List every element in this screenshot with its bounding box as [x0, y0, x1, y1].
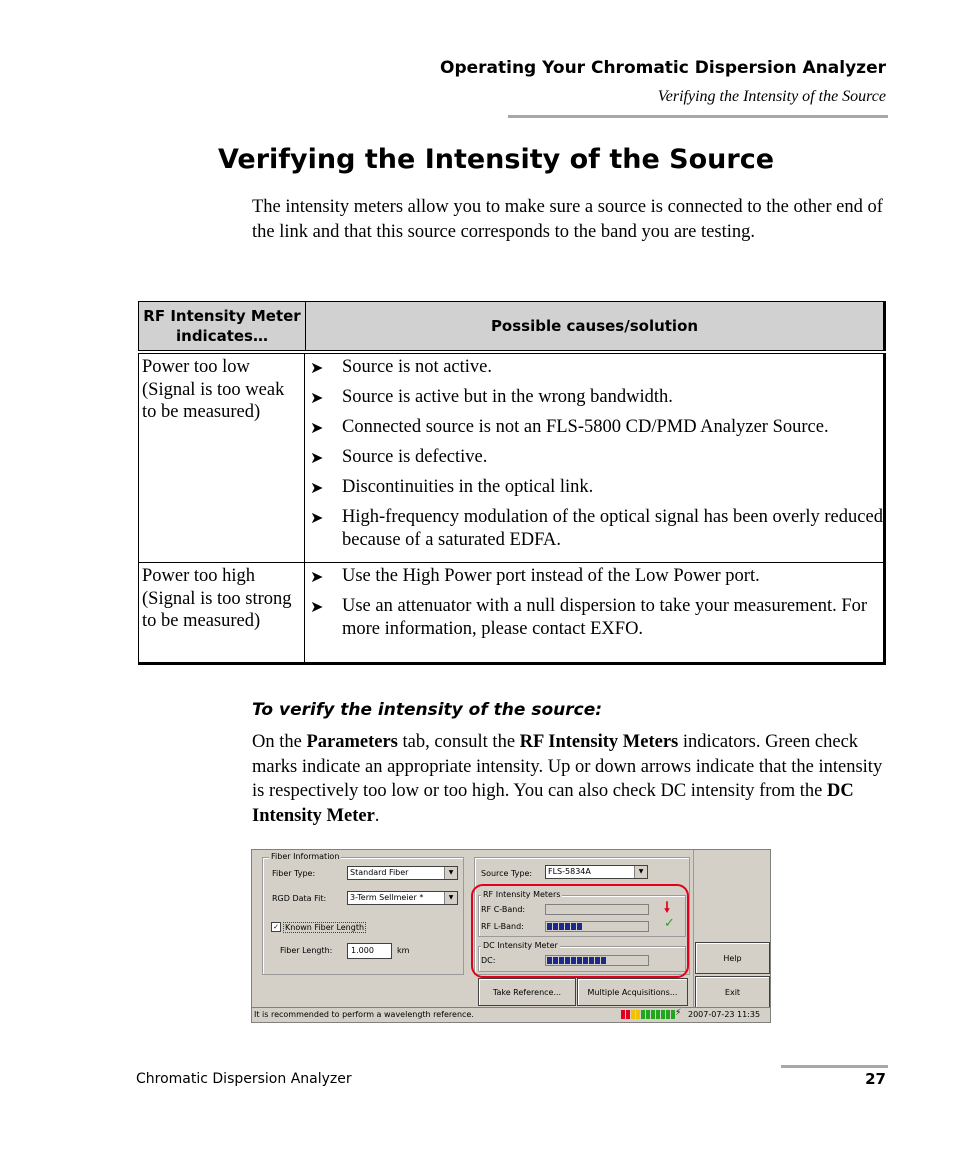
fiber-type-label: Fiber Type: [272, 869, 316, 878]
dc-meter-term: DC Intensity Meter [252, 781, 854, 826]
list-item [306, 595, 883, 640]
chevron-down-icon: ▼ [444, 892, 457, 904]
arrow-bullet-icon: ➤ [310, 418, 324, 437]
footer-doc-title: Chromatic Dispersion Analyzer [136, 1071, 352, 1087]
rgd-data-fit-label: RGD Data Fit: [272, 894, 327, 903]
rf-meters-term: RF Intensity Meters [519, 732, 679, 752]
arrow-bullet-icon: ➤ [310, 597, 324, 616]
status-bar [252, 1007, 770, 1022]
arrow-bullet-icon: ➤ [310, 478, 324, 497]
causes-cell [306, 563, 883, 648]
fiber-length-input[interactable]: 1.000 [347, 943, 392, 959]
cause-text: High-frequency modulation of the optical signal has been overly reduced because of a saturated EDFA. [342, 507, 883, 550]
cause-text: Source is active but in the wrong bandwidth. [342, 387, 673, 407]
cause-text: Source is defective. [342, 447, 488, 467]
indication-cell: Power too low (Signal is too weak to be measured) [139, 354, 305, 562]
take-reference-button[interactable]: Take Reference... [478, 978, 576, 1006]
table-row [138, 563, 886, 665]
source-type-value: FLS-5834A [548, 867, 591, 876]
arrow-bullet-icon: ➤ [310, 448, 324, 467]
source-type-select[interactable] [545, 865, 648, 879]
list-item [306, 446, 883, 469]
procedure-title: To verify the intensity of the source: [252, 700, 603, 720]
panel-divider [693, 850, 694, 1008]
table-header-row [138, 301, 886, 351]
status-datetime: 2007-07-23 11:35 [688, 1010, 761, 1019]
cause-text: Discontinuities in the optical link. [342, 477, 594, 497]
known-length-checkbox[interactable]: ✓ [271, 922, 281, 932]
cause-text: Connected source is not an FLS-5800 CD/PMD Analyzer Source. [342, 417, 829, 437]
rf-c-band-label: RF C-Band: [481, 905, 526, 914]
cause-text: Source is not active. [342, 357, 493, 377]
exit-button[interactable]: Exit [695, 976, 770, 1008]
chevron-down-icon: ▼ [634, 866, 647, 878]
list-item [306, 356, 883, 379]
known-length-label: Known Fiber Length [285, 923, 365, 932]
battery-level-icon [621, 1008, 682, 1019]
rf-l-band-label: RF L-Band: [481, 922, 524, 931]
procedure-text: indicators. Green check marks indicate an appropriate intensity. Up or down arrows indicate that the intensity is respectively too low or too high. You can also check DC intensity from the [252, 732, 883, 801]
arrow-bullet-icon: ➤ [310, 358, 324, 377]
group-title: RF Intensity Meters [483, 890, 561, 899]
fiber-length-unit: km [397, 946, 410, 955]
rgd-data-fit-select[interactable] [347, 891, 458, 905]
fiber-type-value: Standard Fiber [350, 868, 409, 877]
cause-text: Use an attenuator with a null dispersion to take your measurement. For more information, please contact EXFO. [342, 596, 868, 639]
arrow-bullet-icon: ➤ [310, 388, 324, 407]
check-icon: ✓ [664, 916, 675, 931]
group-title: DC Intensity Meter [483, 941, 558, 950]
list-item [306, 386, 883, 409]
status-message: It is recommended to perform a wavelength reference. [254, 1010, 474, 1019]
parameters-tab-screenshot [251, 849, 771, 1023]
chevron-down-icon: ▼ [444, 867, 457, 879]
list-item [306, 506, 883, 551]
table-row [138, 354, 886, 563]
meters-highlight-ring [471, 884, 689, 978]
cause-text: Use the High Power port instead of the Low Power port. [342, 566, 760, 586]
arrow-bullet-icon: ➤ [310, 567, 324, 586]
power-plug-icon: ⚡ [675, 1008, 682, 1018]
page-number: 27 [865, 1070, 886, 1088]
causes-cell [306, 354, 883, 559]
list-item [306, 416, 883, 439]
rgd-data-fit-value: 3-Term Sellmeier * [350, 893, 424, 902]
parameters-term: Parameters [306, 732, 398, 752]
arrow-bullet-icon: ➤ [310, 508, 324, 527]
header-divider [508, 115, 888, 118]
table-header-indication: RF Intensity Meter indicates… [139, 302, 306, 350]
list-item [306, 565, 883, 588]
fiber-length-label: Fiber Length: [280, 946, 333, 955]
multiple-acquisitions-button[interactable]: Multiple Acquisitions... [577, 978, 688, 1006]
arrow-down-icon: 🠗 [664, 900, 671, 916]
procedure-text: On the [252, 732, 307, 752]
intro-paragraph: The intensity meters allow you to make sure a source is connected to the other end of the link and that this source corresponds to the band you are testing. [252, 197, 883, 242]
running-header-chapter: Operating Your Chromatic Dispersion Analyzer [440, 58, 886, 78]
list-item [306, 476, 883, 499]
procedure-paragraph [252, 730, 892, 828]
fiber-type-select[interactable] [347, 866, 458, 880]
page-title: Verifying the Intensity of the Source [218, 144, 775, 175]
running-header-section: Verifying the Intensity of the Source [657, 88, 886, 105]
source-type-label: Source Type: [481, 869, 533, 878]
table-header-causes: Possible causes/solution [490, 317, 699, 335]
procedure-text: . [374, 805, 380, 826]
procedure-text: tab, consult the [397, 732, 520, 752]
dc-label: DC: [481, 956, 496, 965]
group-title: Fiber Information [271, 852, 340, 861]
footer-divider [781, 1065, 888, 1068]
help-button[interactable]: Help [695, 942, 770, 974]
indication-cell: Power too high (Signal is too strong to be measured) [139, 563, 305, 662]
